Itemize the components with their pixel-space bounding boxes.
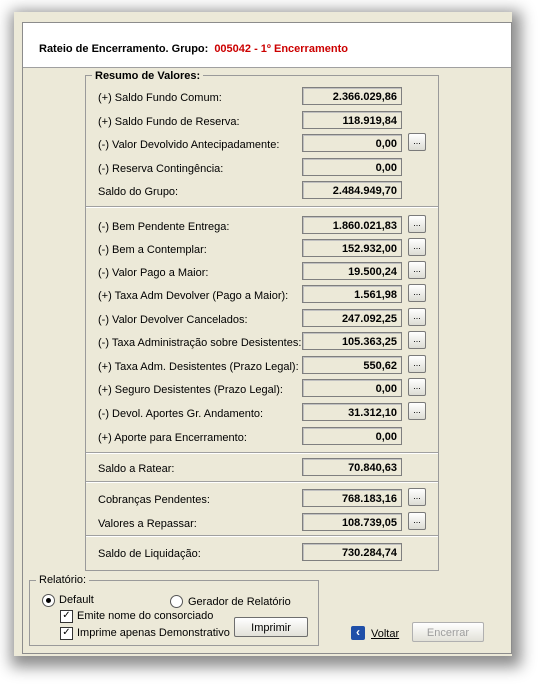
row-saldo-ratear	[86, 457, 438, 479]
radio-default[interactable]	[42, 594, 55, 607]
radio-gerador[interactable]	[170, 595, 183, 608]
close-button[interactable]: Encerrar	[412, 622, 484, 642]
row-label: Saldo a Ratear:	[98, 463, 175, 475]
row-aporte-encerramento	[86, 426, 438, 448]
report-legend: Relatório:	[36, 574, 89, 586]
report-group	[29, 574, 319, 646]
row-saldo-liquidacao	[86, 542, 438, 564]
title-label: Rateio de Encerramento. Grupo:	[39, 43, 209, 55]
row-label: Valores a Repassar:	[98, 518, 197, 530]
details-button[interactable]: ...	[408, 215, 426, 233]
group-code: 005042 - 1º Encerramento	[214, 43, 348, 55]
row-value: 2.366.029,86	[302, 87, 402, 105]
row-valor-devolver-cancelados	[86, 308, 438, 330]
row-label: (+) Seguro Desistentes (Prazo Legal):	[98, 384, 283, 396]
separator	[86, 452, 438, 454]
details-button[interactable]: ...	[408, 512, 426, 530]
row-label: Cobranças Pendentes:	[98, 494, 210, 506]
row-devol-aportes	[86, 402, 438, 424]
row-taxa-adm-devolver	[86, 284, 438, 306]
row-saldo-grupo	[86, 180, 438, 202]
row-label: (-) Bem a Contemplar:	[98, 244, 207, 256]
row-value: 550,62	[302, 356, 402, 374]
row-cobrancas-pendentes	[86, 488, 438, 510]
back-link[interactable]: Voltar	[371, 628, 400, 640]
row-valor-pago-maior	[86, 261, 438, 283]
dialog-window	[22, 22, 512, 654]
row-value: 152.932,00	[302, 239, 402, 257]
row-value: 0,00	[302, 427, 402, 445]
row-saldo-fundo-comum	[86, 86, 438, 108]
radio-gerador-label: Gerador de Relatório	[188, 596, 291, 608]
separator	[86, 481, 438, 483]
row-value: 0,00	[302, 379, 402, 397]
row-label: (-) Bem Pendente Entrega:	[98, 221, 230, 233]
row-label: (-) Valor Devolver Cancelados:	[98, 314, 248, 326]
row-value: 730.284,74	[302, 543, 402, 561]
row-label: (+) Taxa Adm Devolver (Pago a Maior):	[98, 290, 289, 302]
row-value: 2.484.949,70	[302, 181, 402, 199]
back-arrow-icon[interactable]: ‹	[351, 626, 365, 640]
details-button[interactable]: ...	[408, 378, 426, 396]
row-bem-contemplar	[86, 238, 438, 260]
row-value: 118.919,84	[302, 111, 402, 129]
row-taxa-adm-prazo-legal	[86, 355, 438, 377]
checkbox-imprime-demonstrativo[interactable]: ✓	[60, 627, 73, 640]
row-taxa-adm-desistentes	[86, 331, 438, 353]
row-reserva-contingencia	[86, 157, 438, 179]
details-button[interactable]: ...	[408, 261, 426, 279]
row-label: (-) Valor Devolvido Antecipadamente:	[98, 139, 280, 151]
row-label: (+) Aporte para Encerramento:	[98, 432, 247, 444]
checkbox-emite-nome[interactable]: ✓	[60, 610, 73, 623]
row-label: (+) Taxa Adm. Desistentes (Prazo Legal):	[98, 361, 299, 373]
row-value: 70.840,63	[302, 458, 402, 476]
row-value: 247.092,25	[302, 309, 402, 327]
row-bem-pendente	[86, 215, 438, 237]
row-value: 1.561,98	[302, 285, 402, 303]
row-value: 0,00	[302, 134, 402, 152]
details-button[interactable]: ...	[408, 402, 426, 420]
details-button[interactable]: ...	[408, 331, 426, 349]
row-value: 1.860.021,83	[302, 216, 402, 234]
separator	[86, 206, 438, 208]
details-button[interactable]: ...	[408, 488, 426, 506]
checkbox-imprime-demonstrativo-label: Imprime apenas Demonstrativo	[77, 627, 230, 639]
row-saldo-fundo-reserva	[86, 110, 438, 132]
row-label: (-) Devol. Aportes Gr. Andamento:	[98, 408, 264, 420]
separator	[86, 535, 438, 537]
row-label: (-) Valor Pago a Maior:	[98, 267, 209, 279]
row-valor-devolvido	[86, 133, 438, 155]
row-label: (+) Saldo Fundo Comum:	[98, 92, 222, 104]
row-label: Saldo de Liquidação:	[98, 548, 201, 560]
row-valores-repassar	[86, 512, 438, 534]
row-value: 0,00	[302, 158, 402, 176]
dialog-title	[39, 43, 348, 55]
row-value: 768.183,16	[302, 489, 402, 507]
row-label: (-) Reserva Contingência:	[98, 163, 224, 175]
print-button[interactable]: Imprimir	[234, 617, 308, 637]
details-button[interactable]: ...	[408, 308, 426, 326]
details-button[interactable]: ...	[408, 284, 426, 302]
details-button[interactable]: ...	[408, 133, 426, 151]
details-button[interactable]: ...	[408, 238, 426, 256]
radio-default-label: Default	[59, 594, 94, 606]
row-label: (+) Saldo Fundo de Reserva:	[98, 116, 240, 128]
row-value: 19.500,24	[302, 262, 402, 280]
details-button[interactable]: ...	[408, 355, 426, 373]
row-label: Saldo do Grupo:	[98, 186, 179, 198]
row-value: 108.739,05	[302, 513, 402, 531]
summary-legend: Resumo de Valores:	[92, 70, 203, 82]
row-value: 105.363,25	[302, 332, 402, 350]
row-seguro-desistentes	[86, 378, 438, 400]
dialog-header	[23, 23, 511, 68]
row-label: (-) Taxa Administração sobre Desistentes:	[98, 337, 302, 349]
checkbox-emite-nome-label: Emite nome do consorciado	[77, 610, 214, 622]
summary-panel	[85, 70, 439, 571]
row-value: 31.312,10	[302, 403, 402, 421]
